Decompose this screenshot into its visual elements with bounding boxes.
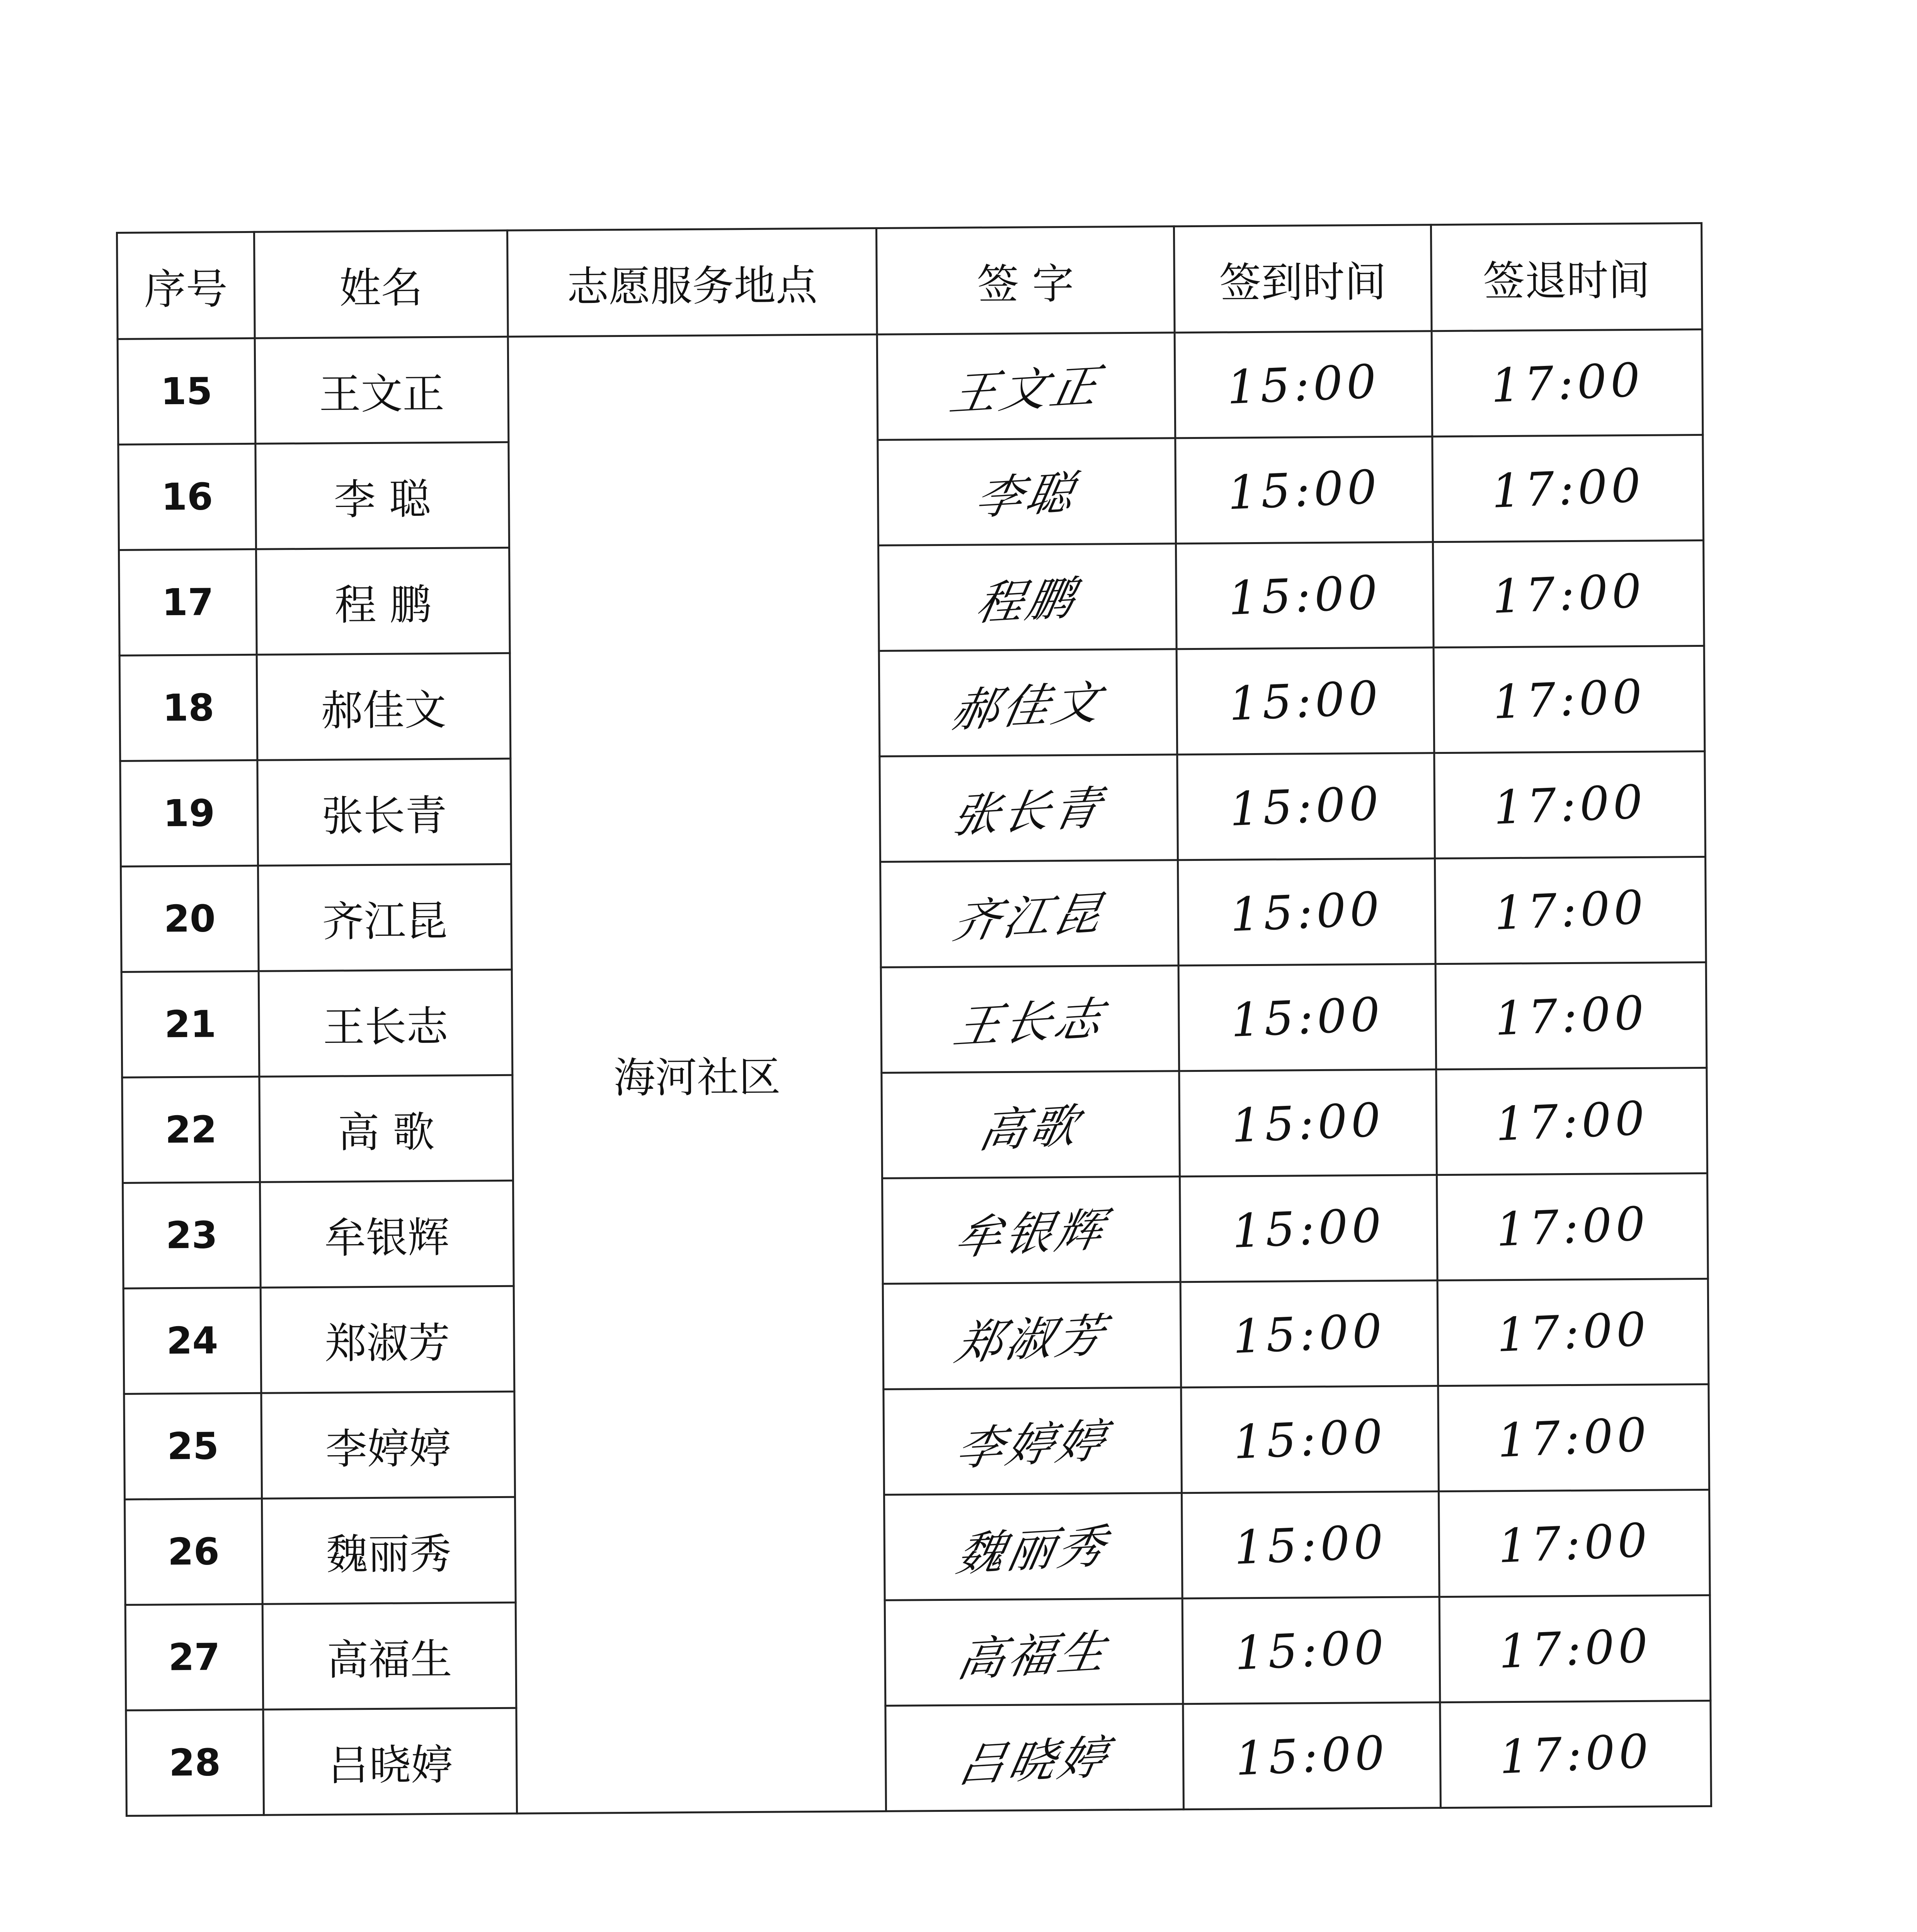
row-checkin-time: [1175, 437, 1433, 544]
row-signature: [878, 438, 1176, 546]
row-signature-text: 李婷婷: [952, 1414, 1112, 1476]
row-checkin-time: [1182, 1597, 1440, 1704]
row-name: 齐江昆: [258, 864, 512, 971]
row-checkin-time-text: 15:00: [1229, 987, 1385, 1048]
header-seq: 序号: [117, 232, 255, 339]
table-row: [121, 962, 1707, 1077]
row-checkin-time-text: 15:00: [1226, 460, 1382, 520]
row-seq: 26: [125, 1498, 263, 1605]
row-signature: [882, 1177, 1180, 1284]
row-checkout-time-text: 17:00: [1490, 353, 1645, 413]
header-name: 姓名: [254, 230, 508, 338]
row-checkin-time: [1180, 1175, 1437, 1282]
row-checkout-time-text: 17:00: [1493, 880, 1648, 940]
row-name: 郑淑芳: [260, 1286, 514, 1393]
row-name: 王文正: [255, 337, 509, 444]
row-checkout-time-text: 17:00: [1490, 458, 1646, 519]
table-row: [122, 1068, 1708, 1183]
row-checkin-time-text: 15:00: [1227, 565, 1382, 626]
row-name: 张长青: [257, 759, 511, 866]
row-checkout-time-text: 17:00: [1496, 1513, 1652, 1573]
table-row: [125, 1490, 1710, 1605]
row-checkout-time-text: 17:00: [1495, 1197, 1650, 1257]
row-name: 魏丽秀: [262, 1497, 516, 1604]
table-row: [119, 646, 1705, 761]
table-row: [120, 751, 1706, 866]
row-seq: 28: [126, 1709, 264, 1816]
table-row: [117, 329, 1703, 444]
row-seq: 23: [123, 1182, 261, 1288]
row-signature: [878, 544, 1176, 651]
row-signature: [879, 649, 1177, 757]
row-seq: 22: [122, 1077, 260, 1183]
row-name: 牟银辉: [260, 1180, 514, 1287]
row-checkin-time-text: 15:00: [1231, 1304, 1387, 1364]
row-checkout-time: [1434, 751, 1706, 858]
row-seq: 24: [123, 1287, 261, 1394]
row-seq: 27: [125, 1604, 263, 1710]
row-checkout-time: [1432, 329, 1703, 436]
row-checkin-time: [1178, 859, 1435, 966]
row-name: 程 鹏: [256, 548, 510, 655]
header-place: 志愿服务地点: [507, 228, 877, 337]
table-row: [123, 1173, 1708, 1288]
row-checkin-time: [1175, 331, 1432, 438]
row-checkout-time: [1439, 1595, 1711, 1702]
row-signature-text: 郝佳文: [947, 675, 1108, 738]
row-name: 王长志: [259, 969, 512, 1077]
table-row: [118, 435, 1704, 550]
row-signature: [883, 1282, 1181, 1389]
row-name: 吕晓婷: [263, 1708, 517, 1815]
row-signature-text: 吕晓婷: [953, 1730, 1114, 1793]
row-checkout-time-text: 17:00: [1491, 669, 1647, 730]
row-checkin-time-text: 15:00: [1231, 1198, 1386, 1259]
row-signature: [880, 755, 1178, 862]
row-checkin-time-text: 15:00: [1228, 776, 1384, 837]
row-checkin-time: [1176, 648, 1434, 755]
row-checkout-time: [1439, 1490, 1710, 1597]
service-place-cell: 海河社区: [508, 334, 886, 1813]
row-signature-text: 程鹏: [971, 571, 1082, 631]
row-checkin-time: [1176, 542, 1433, 649]
row-signature: [885, 1704, 1184, 1811]
row-checkin-time-text: 15:00: [1229, 882, 1384, 942]
row-checkin-time: [1178, 964, 1436, 1071]
row-signature-text: 高福生: [953, 1625, 1113, 1687]
row-checkout-time: [1433, 540, 1704, 647]
row-name: 高福生: [262, 1602, 516, 1709]
row-checkout-time-text: 17:00: [1493, 986, 1649, 1046]
volunteer-signin-table: [116, 222, 1712, 1817]
table-header-row: [117, 223, 1702, 339]
header-checkin: 签到时间: [1174, 225, 1432, 333]
table-row: [121, 857, 1706, 972]
table-row: [126, 1701, 1711, 1816]
row-signature-text: 张长青: [948, 781, 1108, 844]
row-checkout-time: [1437, 1173, 1708, 1280]
row-checkin-time: [1179, 1070, 1437, 1177]
row-checkout-time: [1437, 1279, 1709, 1386]
row-signature-text: 高歌: [974, 1099, 1085, 1159]
row-seq: 19: [120, 760, 258, 866]
row-checkin-time: [1181, 1386, 1439, 1493]
row-checkout-time-text: 17:00: [1491, 564, 1646, 624]
row-checkin-time: [1180, 1281, 1438, 1388]
row-signature: [885, 1599, 1183, 1706]
row-signature-text: 郑淑芳: [951, 1308, 1112, 1371]
row-signature: [877, 333, 1175, 440]
row-checkout-time: [1435, 857, 1706, 964]
row-checkin-time-text: 15:00: [1234, 1726, 1389, 1786]
table-row: [123, 1279, 1709, 1394]
row-seq: 20: [121, 866, 259, 972]
row-signature: [884, 1493, 1183, 1600]
row-signature-text: 王长志: [949, 992, 1110, 1054]
row-checkout-time: [1433, 646, 1705, 753]
row-signature-text: 李聪: [970, 466, 1081, 526]
row-checkout-time: [1440, 1701, 1711, 1808]
row-checkout-time-text: 17:00: [1494, 1091, 1650, 1151]
row-checkout-time: [1435, 962, 1707, 1069]
table-row: [125, 1595, 1711, 1710]
row-checkin-time-text: 15:00: [1230, 1093, 1386, 1153]
row-checkin-time: [1183, 1702, 1441, 1810]
row-signature: [884, 1388, 1182, 1495]
row-checkin-time-text: 15:00: [1232, 1409, 1388, 1469]
row-checkin-time-text: 15:00: [1233, 1620, 1389, 1680]
row-checkout-time: [1432, 435, 1704, 542]
row-seq: 17: [119, 549, 257, 655]
row-signature: [882, 1071, 1180, 1179]
row-signature: [881, 966, 1179, 1073]
row-checkin-time: [1177, 753, 1435, 860]
table-row: [124, 1384, 1709, 1499]
row-seq: 16: [118, 444, 256, 550]
row-checkin-time-text: 15:00: [1226, 354, 1381, 415]
row-signature-text: 王文正: [945, 359, 1106, 422]
row-name: 高 歌: [259, 1075, 513, 1182]
row-checkin-time-text: 15:00: [1227, 671, 1383, 731]
row-name: 李 聪: [255, 442, 509, 549]
row-name: 李婷婷: [261, 1391, 515, 1498]
row-seq: 25: [124, 1393, 262, 1499]
row-seq: 21: [121, 971, 259, 1077]
table-row: [119, 540, 1704, 655]
row-signature: [880, 860, 1178, 968]
header-signature: 签 字: [876, 226, 1175, 335]
row-checkout-time-text: 17:00: [1497, 1619, 1653, 1679]
row-checkout-time-text: 17:00: [1496, 1408, 1651, 1468]
row-checkout-time-text: 17:00: [1492, 775, 1648, 835]
header-checkout: 签退时间: [1431, 223, 1702, 331]
row-checkout-time: [1436, 1068, 1708, 1175]
row-checkout-time-text: 17:00: [1498, 1724, 1653, 1784]
row-signature-text: 牟银辉: [950, 1203, 1111, 1265]
row-seq: 18: [119, 655, 257, 761]
row-signature-text: 齐江昆: [948, 886, 1109, 949]
row-checkin-time: [1182, 1492, 1439, 1599]
row-signature-text: 魏丽秀: [952, 1519, 1113, 1582]
row-checkout-time: [1438, 1384, 1709, 1491]
row-name: 郝佳文: [257, 653, 511, 760]
row-seq: 15: [117, 338, 255, 444]
row-checkin-time-text: 15:00: [1233, 1515, 1388, 1575]
row-checkout-time-text: 17:00: [1495, 1302, 1651, 1362]
